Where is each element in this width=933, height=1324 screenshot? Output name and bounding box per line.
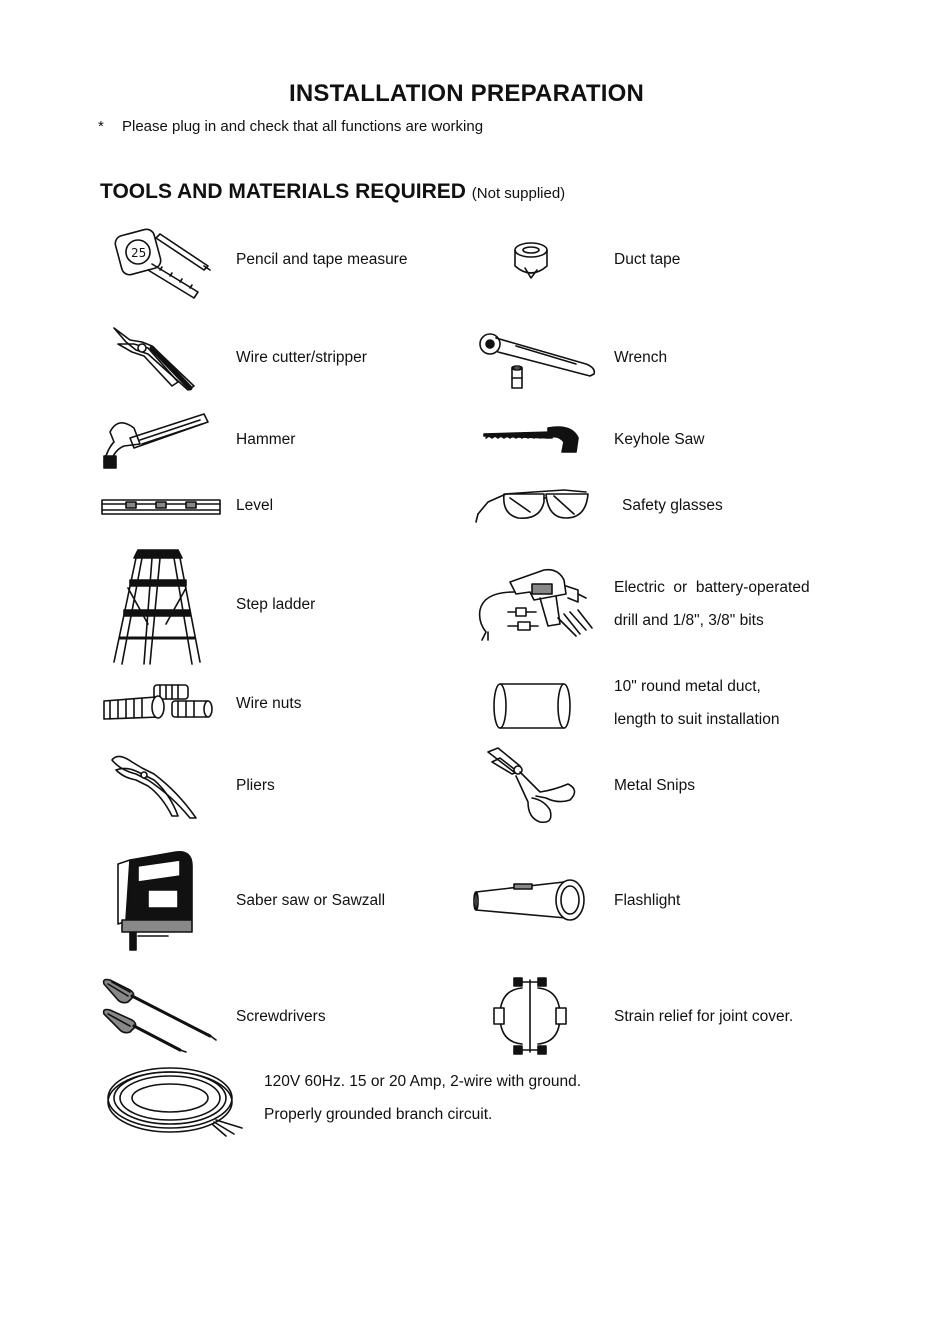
label-wire-nuts: Wire nuts bbox=[236, 695, 302, 712]
svg-text:25: 25 bbox=[131, 246, 147, 260]
keyhole-saw-icon bbox=[482, 424, 582, 454]
label-duct-line2: length to suit installation bbox=[614, 711, 780, 728]
flashlight-icon bbox=[474, 878, 588, 922]
label-power-line2: Properly grounded branch circuit. bbox=[264, 1106, 493, 1123]
cable-coil-icon bbox=[104, 1062, 246, 1138]
wrench-icon bbox=[476, 330, 600, 394]
label-level: Level bbox=[236, 497, 274, 514]
step-ladder-icon bbox=[108, 544, 206, 669]
strain-relief-icon bbox=[492, 976, 568, 1056]
label-strain-relief: Strain relief for joint cover. bbox=[614, 1008, 794, 1025]
metal-snips-icon bbox=[484, 744, 580, 826]
instruction-note bbox=[98, 118, 483, 135]
label-drill-line1: Electric or battery-operated bbox=[614, 579, 810, 596]
label-duct-tape: Duct tape bbox=[614, 251, 681, 268]
safety-glasses-icon bbox=[474, 484, 592, 524]
metal-duct-icon bbox=[492, 682, 572, 732]
label-keyhole-saw: Keyhole Saw bbox=[614, 431, 705, 448]
label-duct-line1: 10" round metal duct, bbox=[614, 678, 761, 695]
tape-measure-icon bbox=[100, 222, 215, 300]
label-screwdrivers: Screwdrivers bbox=[236, 1008, 326, 1025]
label-power-line1: 120V 60Hz. 15 or 20 Amp, 2-wire with ground. bbox=[264, 1073, 582, 1090]
label-pliers: Pliers bbox=[236, 777, 275, 794]
pliers-icon bbox=[108, 748, 200, 820]
section-title: TOOLS AND MATERIALS REQUIRED bbox=[100, 180, 466, 203]
note-bullet: * bbox=[98, 118, 104, 135]
label-wire-cutter: Wire cutter/stripper bbox=[236, 349, 367, 366]
label-safety-glasses: Safety glasses bbox=[622, 497, 723, 514]
duct-tape-icon bbox=[511, 240, 551, 280]
screwdrivers-icon bbox=[100, 976, 218, 1056]
label-saber-saw: Saber saw or Sawzall bbox=[236, 892, 386, 909]
label-drill-line2: drill and 1/8", 3/8" bits bbox=[614, 612, 764, 629]
page-title: INSTALLATION PREPARATION bbox=[288, 80, 644, 107]
label-hammer: Hammer bbox=[236, 431, 296, 448]
section-subtitle: (Not supplied) bbox=[471, 185, 566, 202]
wire-nuts-icon bbox=[100, 683, 215, 721]
label-metal-snips: Metal Snips bbox=[614, 777, 695, 794]
drill-icon bbox=[474, 566, 604, 646]
note-text: Please plug in and check that all functions are working bbox=[122, 118, 484, 135]
section-heading bbox=[100, 180, 565, 204]
wire-cutter-icon bbox=[108, 320, 203, 392]
saber-saw-icon bbox=[108, 846, 200, 954]
label-wrench: Wrench bbox=[614, 349, 668, 366]
level-icon bbox=[100, 496, 222, 518]
label-step-ladder: Step ladder bbox=[236, 596, 316, 613]
label-pencil-tape: Pencil and tape measure bbox=[236, 251, 408, 268]
hammer-icon bbox=[100, 408, 215, 470]
label-flashlight: Flashlight bbox=[614, 892, 681, 909]
